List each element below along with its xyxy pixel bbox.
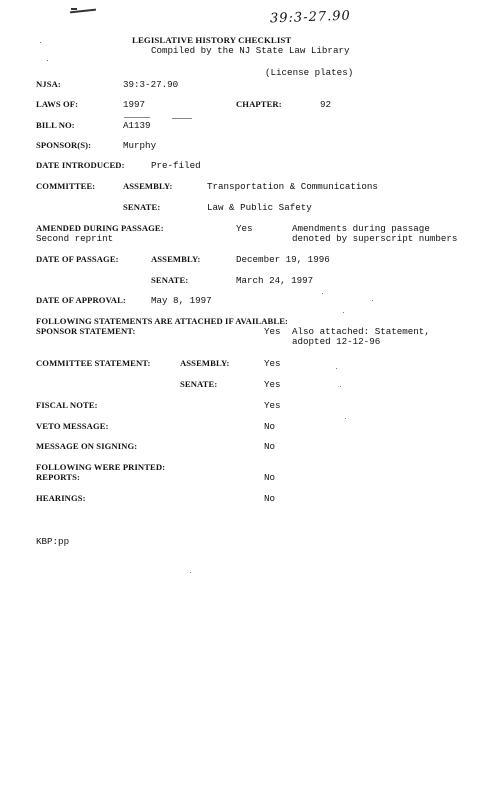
committee-label: COMMITTEE: [36, 181, 96, 191]
document-subtitle: Compiled by the NJ State Law Library [151, 45, 350, 56]
typist-initials: KBP:pp [36, 536, 70, 547]
scan-mark [124, 117, 150, 118]
handwritten-citation: 39:3-27.90 [269, 8, 352, 27]
scan-speck [340, 386, 341, 387]
document-title: LEGISLATIVE HISTORY CHECKLIST [132, 35, 292, 45]
laws-of-value: 1997 [123, 99, 146, 110]
fiscal-note-label: FISCAL NOTE: [36, 400, 98, 410]
scan-speck [345, 418, 346, 419]
amended-value: Yes [236, 223, 253, 234]
passage-senate-value: March 24, 1997 [236, 275, 314, 286]
committee-senate-value: Law & Public Safety [207, 202, 312, 213]
chapter-label: CHAPTER: [236, 99, 282, 109]
hearings-label: HEARINGS: [36, 493, 86, 503]
amended-label: AMENDED DURING PASSAGE: [36, 223, 164, 233]
chapter-value: 92 [320, 99, 332, 110]
hearings-value: No [264, 493, 276, 504]
laws-of-label: LAWS OF: [36, 99, 79, 109]
scan-speck [190, 572, 191, 573]
reports-label: REPORTS: [36, 472, 80, 482]
sponsor-statement-label: SPONSOR STATEMENT: [36, 326, 136, 336]
sponsor-statement-note-2: adopted 12-12-96 [292, 336, 381, 347]
scan-mark [172, 118, 192, 119]
date-of-approval-label: DATE OF APPROVAL: [36, 295, 126, 305]
scan-speck [40, 42, 41, 43]
amended-note-1: Amendments during passage [292, 223, 430, 234]
committee-assembly-value: Transportation & Communications [207, 181, 378, 192]
committee-statement-senate-value: Yes [264, 379, 281, 390]
sponsors-value: Murphy [123, 140, 157, 151]
date-of-approval-value: May 8, 1997 [151, 295, 212, 306]
committee-assembly-label: ASSEMBLY: [123, 181, 173, 191]
passage-assembly-value: December 19, 1996 [236, 254, 330, 265]
subject-note: (License plates) [265, 67, 354, 78]
passage-senate-label: SENATE: [151, 275, 189, 285]
committee-statement-assembly-value: Yes [264, 358, 281, 369]
njsa-value: 39:3-27.90 [123, 79, 179, 90]
scan-mark [71, 8, 77, 10]
veto-message-label: VETO MESSAGE: [36, 421, 109, 431]
bill-no-value: A1139 [123, 120, 151, 131]
amended-note-2: denoted by superscript numbers [292, 233, 458, 244]
date-introduced-label: DATE INTRODUCED: [36, 160, 125, 170]
message-on-signing-value: No [264, 441, 276, 452]
committee-statement-label: COMMITTEE STATEMENT: [36, 358, 151, 368]
veto-message-value: No [264, 421, 276, 432]
sponsor-statement-note-1: Also attached: Statement, [292, 326, 430, 337]
sponsors-label: SPONSOR(S): [36, 140, 92, 150]
scan-speck [47, 60, 48, 61]
sponsor-statement-value: Yes [264, 326, 281, 337]
message-on-signing-label: MESSAGE ON SIGNING: [36, 441, 138, 451]
reports-value: No [264, 472, 276, 483]
fiscal-note-value: Yes [264, 400, 281, 411]
date-of-passage-label: DATE OF PASSAGE: [36, 254, 119, 264]
committee-statement-senate-label: SENATE: [180, 379, 218, 389]
date-introduced-value: Pre-filed [151, 160, 201, 171]
njsa-label: NJSA: [36, 79, 61, 89]
scan-speck [322, 293, 323, 294]
amended-sub: Second reprint [36, 233, 114, 244]
committee-senate-label: SENATE: [123, 202, 161, 212]
scan-speck [372, 300, 373, 301]
scan-speck [343, 312, 344, 313]
attached-heading: FOLLOWING STATEMENTS ARE ATTACHED IF AVAILABLE: [36, 316, 288, 326]
printed-heading: FOLLOWING WERE PRINTED: [36, 462, 166, 472]
bill-no-label: BILL NO: [36, 120, 75, 130]
scan-speck [336, 368, 337, 369]
passage-assembly-label: ASSEMBLY: [151, 254, 201, 264]
committee-statement-assembly-label: ASSEMBLY: [180, 358, 230, 368]
